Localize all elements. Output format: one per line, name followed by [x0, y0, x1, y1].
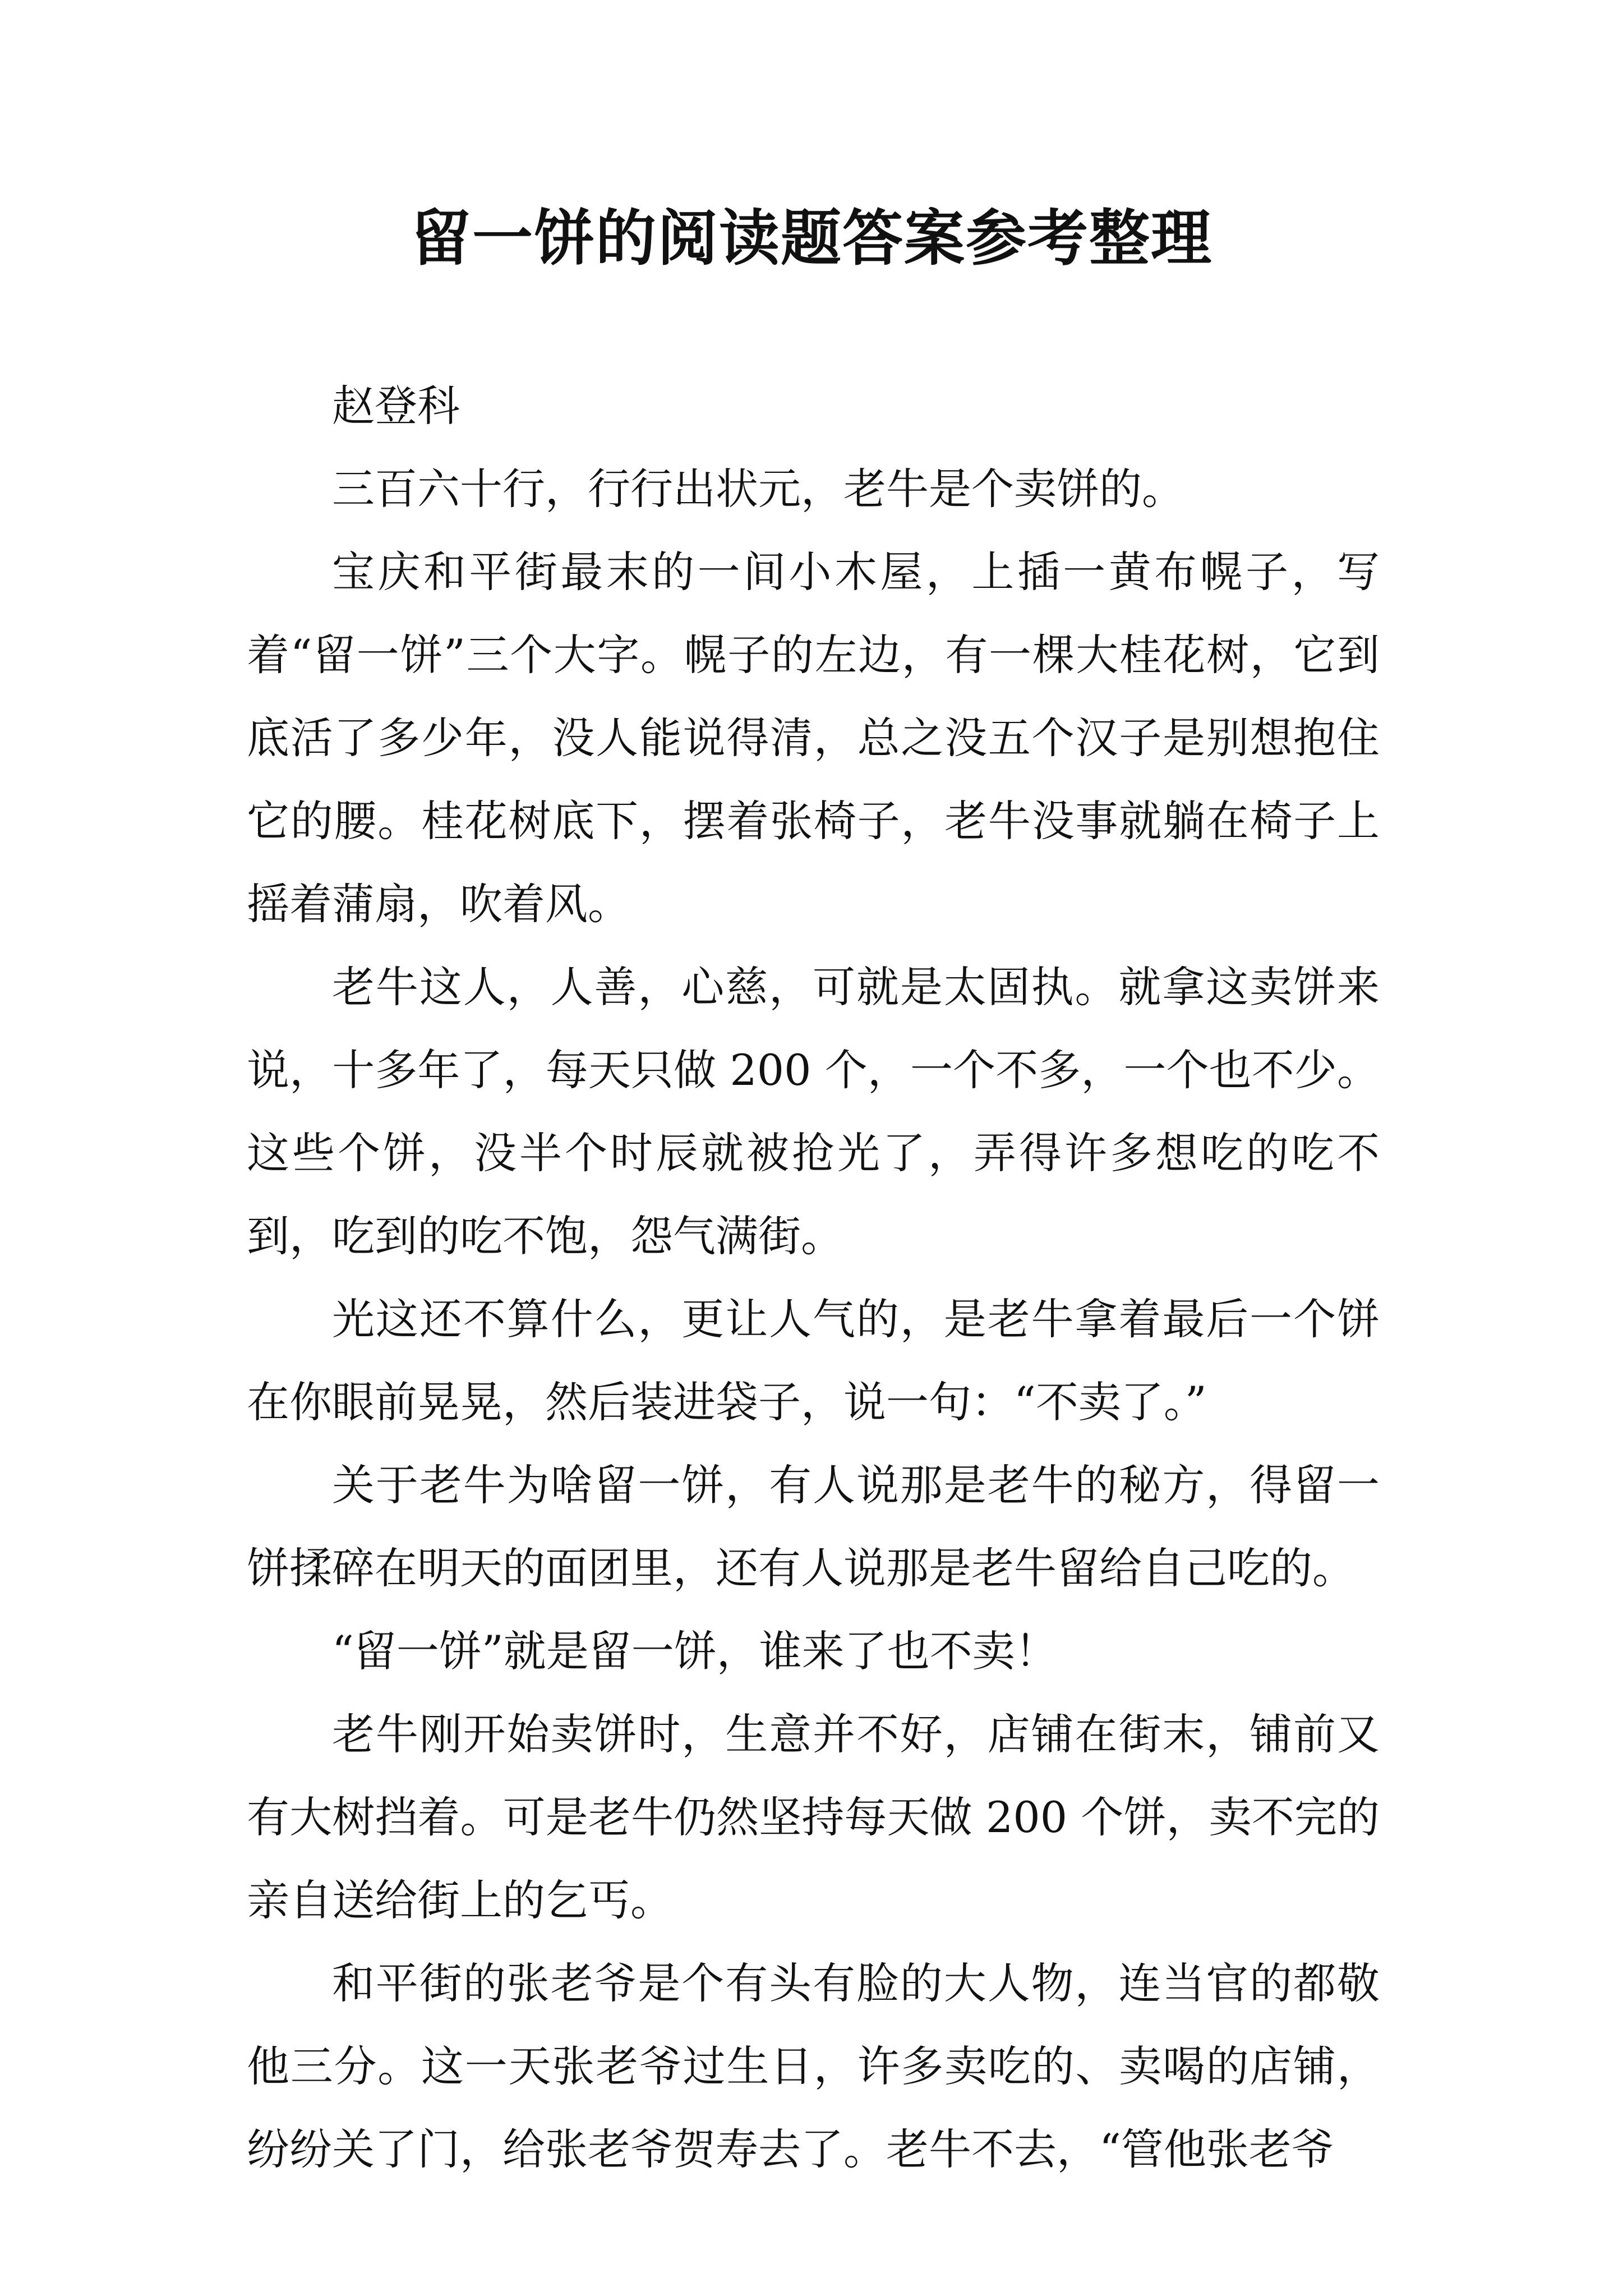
document-body — [247, 365, 1380, 2191]
paragraph-6: “留一饼”就是留一饼，谁来了也不卖！ — [332, 1626, 1058, 1676]
paragraph-3: 老牛这人，人善，心慈，可就是太固执。就拿这卖饼来说，十多年了，每天只做 200 个，一个不多，一个也不少。这些个饼，没半个时辰就被抢光了，弄得许多想吃的吃不到，吃到的吃不饱，怨气满街。 — [247, 962, 1380, 1261]
paragraph-4: 光这还不算什么，更让人气的，是老牛拿着最后一个饼在你眼前晃晃，然后装进袋子，说一句：“不卖了。” — [247, 1294, 1380, 1427]
paragraph-2: 宝庆和平街最末的一间小木屋，上插一黄布幌子，写着“留一饼”三个大字。幌子的左边，有一棵大桂花树，它到底活了多少年，没人能说得清，总之没五个汉子是别想抱住它的腰。桂花树底下，摆着张椅子，老牛没事就躺在椅子上摇着蒲扇，吹着风。 — [247, 547, 1380, 929]
document-title: 留一饼的阅读题答案参考整理 — [410, 203, 1212, 274]
author-line: 赵登科 — [332, 381, 460, 431]
paragraph-1: 三百六十行，行行出状元，老牛是个卖饼的。 — [332, 464, 1184, 514]
paragraph-5: 关于老牛为啥留一饼，有人说那是老牛的秘方，得留一饼揉碎在明天的面团里，还有人说那是老牛留给自己吃的。 — [247, 1460, 1380, 1593]
paragraph-7: 老牛刚开始卖饼时，生意并不好，店铺在街末，铺前又有大树挡着。可是老牛仍然坚持每天做 200 个饼，卖不完的亲自送给街上的乞丐。 — [247, 1709, 1380, 1925]
paragraph-8: 和平街的张老爷是个有头有脸的大人物，连当官的都敬他三分。这一天张老爷过生日，许多卖吃的、卖喝的店铺，纷纷关了门，给张老爷贺寿去了。老牛不去，“管他张老爷 — [247, 1958, 1380, 2174]
